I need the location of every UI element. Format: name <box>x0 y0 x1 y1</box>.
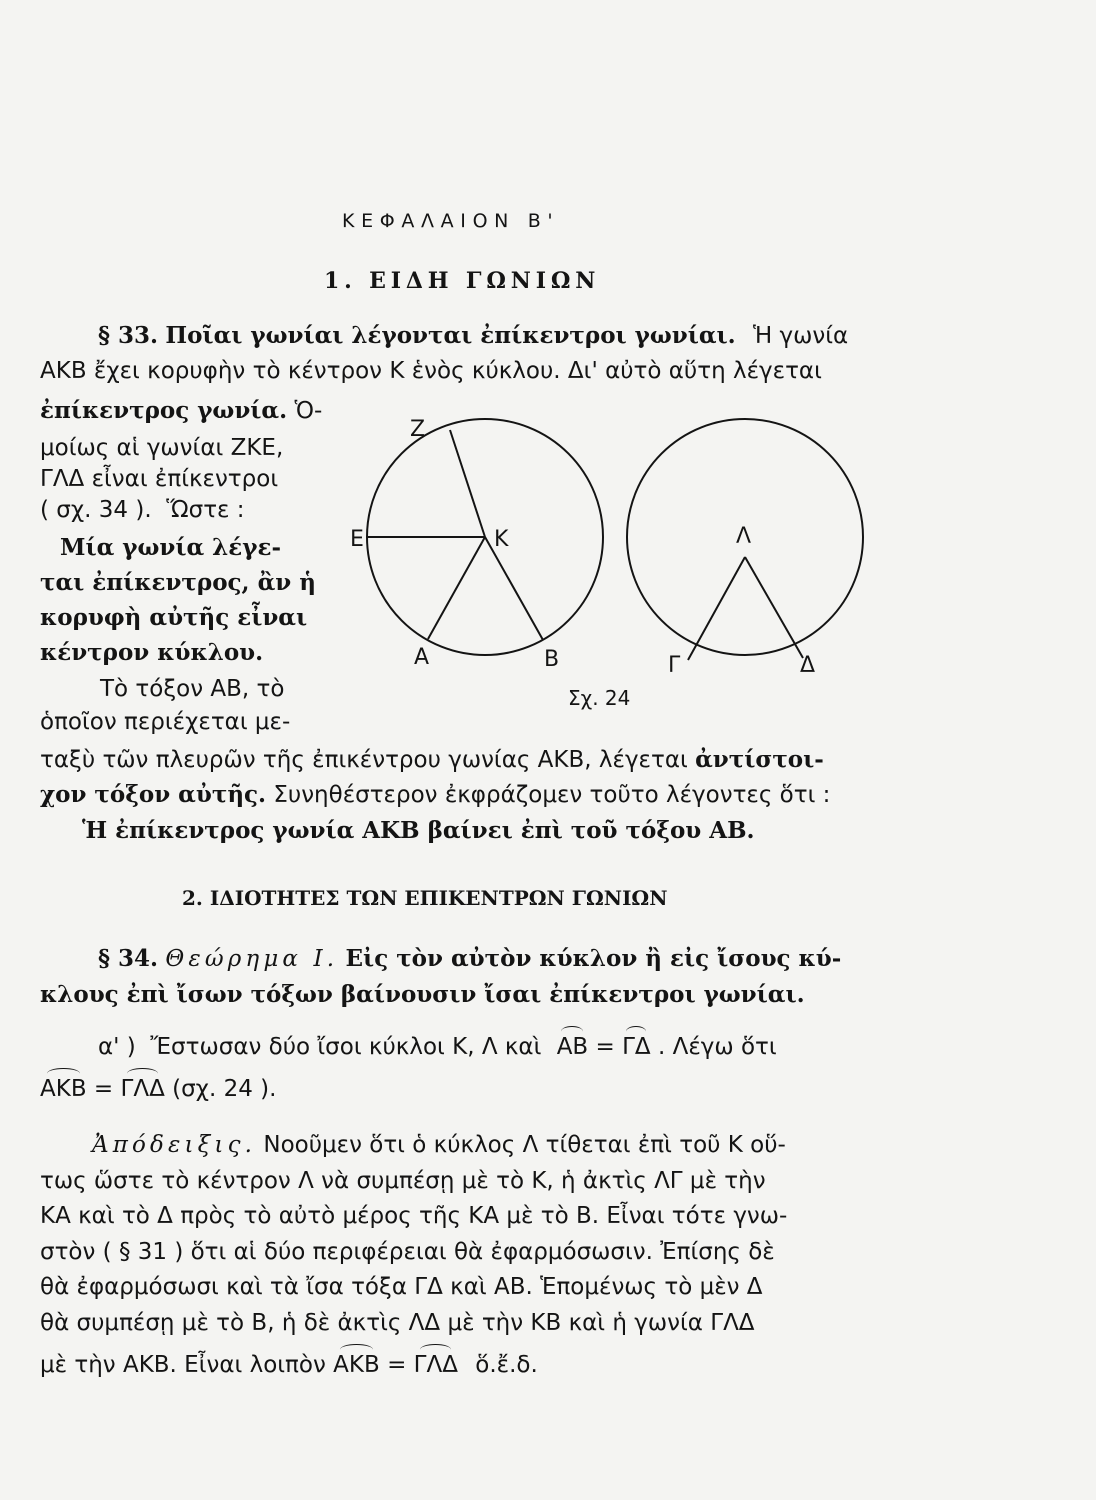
label-a: A <box>414 645 430 670</box>
label-b: B <box>544 647 560 672</box>
arc-gld: ΓΛΔ <box>120 1076 165 1102</box>
paragraph-34-line-1 <box>98 944 841 974</box>
proof-line-2: τως ὥστε τὸ κέντρον Λ νὰ συμπέσῃ μὲ τὸ Κ, ἡ ἀκτὶς ΛΓ μὲ τὴν <box>40 1168 766 1194</box>
label-gamma: Γ <box>668 653 681 678</box>
text-33-l14: Συνηθέστερον ἐκφράζομεν τοῦτο λέγοντες ὅτι : <box>273 782 831 808</box>
proof-line-5: θὰ ἐφαρμόσωσι καὶ τὰ ἴσα τόξα ΓΔ καὶ ΑΒ. Ἑπομένως τὸ μὲν Δ <box>40 1274 763 1300</box>
proof-text-1: Νοοῦμεν ὅτι ὁ κύκλος Λ τίθεται ἐπὶ τοῦ Κ οὕ- <box>263 1132 786 1158</box>
text-34-a-tail: . Λέγω ὅτι <box>657 1034 777 1060</box>
paragraph-33-line-11: Τὸ τόξον ΑΒ, τὸ <box>100 676 285 702</box>
equals-sign-3: = <box>387 1352 407 1378</box>
paragraph-34-line-3 <box>98 1032 777 1062</box>
term-antistoixon: ἀντίστοι- <box>695 746 824 773</box>
proof-line-1 <box>92 1130 786 1160</box>
paragraph-33-line-3 <box>40 396 322 426</box>
proof-line-6: θὰ συμπέσῃ μὲ τὸ Β, ἡ δὲ ἀκτὶς ΛΔ μὲ τὴν ΚΒ καὶ ἡ γωνία ΓΛΔ <box>40 1310 755 1336</box>
qed: ὅ.ἔ.δ. <box>475 1352 538 1378</box>
proof-label: Ἀπόδειξις. <box>92 1132 257 1158</box>
paragraph-33-line-5: ΓΛΔ εἶναι ἐπίκεντροι <box>40 466 279 492</box>
paragraph-33-line-12: ὁποῖον περιέχεται με- <box>40 709 291 735</box>
paragraph-33-line-1 <box>98 321 848 351</box>
figure-24 <box>340 400 880 690</box>
proof-text-7: μὲ τὴν ΑΚΒ. Εἶναι λοιπὸν <box>40 1352 326 1378</box>
paragraph-33-line-14 <box>40 780 830 810</box>
definition-line-1: Μία γωνία λέγε- <box>60 534 281 561</box>
theorem-statement-2: κλους ἐπὶ ἴσων τόξων βαίνουσιν ἴσαι ἐπίκεντροι γωνίαι. <box>40 981 805 1008</box>
radius-kb <box>485 537 543 640</box>
question-33: Ποῖαι γωνίαι λέγονται ἐπίκεντροι γωνίαι. <box>165 322 736 349</box>
arc-gamma-delta: ΓΔ <box>622 1034 651 1060</box>
radius-lambda-delta <box>745 557 803 658</box>
radius-kz <box>450 430 485 537</box>
radius-ka <box>428 537 485 639</box>
definition-line-3: κορυφὴ αὐτῆς εἶναι <box>40 604 308 631</box>
paragraph-33-line-13 <box>40 745 824 775</box>
paragraph-33-line-2: ΑΚΒ ἔχει κορυφὴν τὸ κέντρον Κ ἑνὸς κύκλου. Δι' αὐτὸ αὕτη λέγεται <box>40 358 822 384</box>
proof-line-4: στὸν ( § 31 ) ὅτι αἱ δύο περιφέρειαι θὰ ἐφαρμόσωσιν. Ἐπίσης δὲ <box>40 1239 775 1265</box>
text-33-l3: Ὁ- <box>294 398 323 424</box>
arc-akb: ΑΚΒ <box>40 1076 87 1102</box>
radius-lambda-gamma <box>688 557 745 660</box>
text-33-l1: Ἡ γωνία <box>753 323 849 349</box>
proof-line-7 <box>40 1350 538 1380</box>
proof-line-3: ΚΑ καὶ τὸ Δ πρὸς τὸ αὐτὸ μέρος τῆς ΚΑ μὲ τὸ Β. Εἶναι τότε γνω- <box>40 1203 788 1229</box>
conclusion-33: Ἡ ἐπίκεντρος γωνία ΑΚΒ βαίνει ἐπὶ τοῦ τόξου ΑΒ. <box>82 817 755 844</box>
section-sign-34: § 34. <box>98 945 159 972</box>
text-34-a2-tail: (σχ. 24 ). <box>172 1076 277 1102</box>
equals-sign-2: = <box>93 1076 114 1102</box>
arc-akb-2: ΑΚΒ <box>333 1352 380 1378</box>
arc-ab: ΑΒ <box>556 1034 589 1060</box>
definition-line-2: ται ἐπίκεντρος, ἂν ἡ <box>40 569 316 596</box>
theorem-statement-1: Εἰς τὸν αὐτὸν κύκλον ἢ εἰς ἴσους κύ- <box>345 945 842 972</box>
chapter-title: ΚΕΦΑΛΑΙΟΝ Β' <box>342 210 560 232</box>
definition-line-4: κέντρον κύκλου. <box>40 639 264 666</box>
term-epikentros: ἐπίκεντρος γωνία. <box>40 397 288 424</box>
label-e: E <box>350 527 364 552</box>
section-1-title: 1. ΕΙΔΗ ΓΩΝΙΩΝ <box>324 268 601 294</box>
arc-gld-2: ΓΛΔ <box>413 1352 458 1378</box>
paragraph-33-line-4: μοίως αἱ γωνίαι ΖΚΕ, <box>40 435 284 461</box>
text-33-l13: ταξὺ τῶν πλευρῶν τῆς ἐπικέντρου γωνίας ΑΚΒ, λέγεται <box>40 747 688 773</box>
theorem-label: Θεώρημα Ι. <box>165 946 339 972</box>
label-k: K <box>494 527 509 552</box>
figure-caption: Σχ. 24 <box>568 686 631 710</box>
label-lambda: Λ <box>736 524 752 549</box>
equals-sign: = <box>595 1034 615 1060</box>
section-2-title: 2. ΙΔΙΟΤΗΤΕΣ ΤΩΝ ΕΠΙΚΕΝΤΡΩΝ ΓΩΝΙΩΝ <box>182 886 668 910</box>
section-sign-33: § 33. <box>98 322 159 349</box>
paragraph-33-line-6: ( σχ. 34 ). Ὥστε : <box>40 497 245 523</box>
label-z: Z <box>410 417 426 442</box>
text-34-a: α' ) Ἔστωσαν δύο ἴσοι κύκλοι Κ, Λ καὶ <box>98 1034 542 1060</box>
label-delta: Δ <box>800 653 816 678</box>
paragraph-34-line-4 <box>40 1074 276 1104</box>
term-toxon-autis: χον τόξον αὐτῆς. <box>40 781 267 808</box>
